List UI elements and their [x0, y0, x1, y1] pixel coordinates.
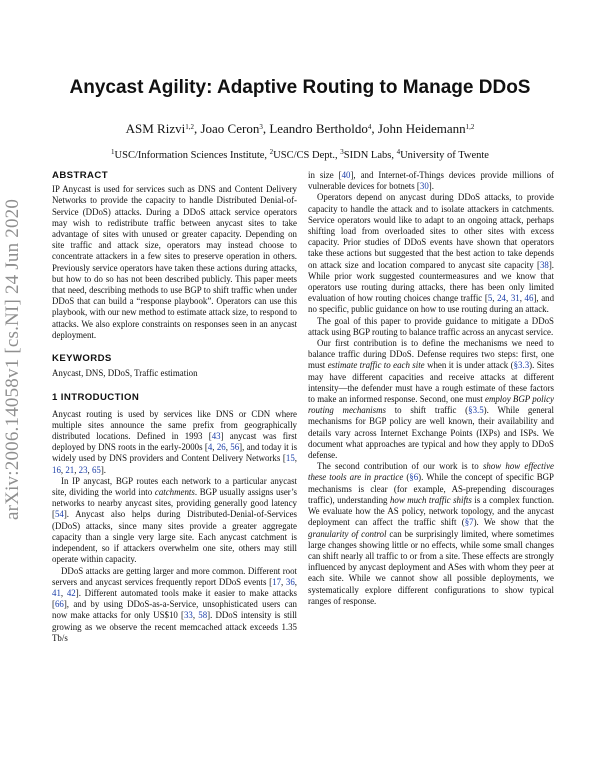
text-run: Anycast routing is used by services like DNS or CDN where multiple sites announce the same prefix from geographically distributed locations. Defined in 1993 [ — [52, 408, 297, 442]
emphasis-text: how much traffic shifts — [389, 494, 472, 505]
arxiv-stamp: arXiv:2006.14058v1 [cs.NI] 24 Jun 2020 — [2, 198, 23, 520]
citation-link[interactable]: 46 — [524, 293, 534, 304]
citation-link[interactable]: 26 — [216, 442, 226, 453]
text-run: , — [225, 442, 231, 453]
text-run: ] anycast was first deployed by DNS roots in the early-2000s [ — [52, 431, 297, 453]
citation-link[interactable]: 23 — [78, 464, 88, 475]
text-run: , — [74, 464, 79, 475]
text-run: ). While general mechanisms for BGP policy are well known, their availability and details vary across Internet Exchange Points (IXPs) and ISPs. We document what approaches are typical and how they apply to DDoS defense. — [308, 405, 554, 461]
text-run: can be surprisingly limited, where sometimes large changes showing little or no effects, while some small changes can shift nearly all traffic to or from a site. These effects are strongly influenced by anycast deployment and ASes with whom they peer at each site. While we cannot show all possible deployments, we systematically explore different configurations to show typical ranges of response. — [308, 528, 554, 606]
author: John Heidemann — [377, 121, 466, 136]
text-run: The second contribution of our work is to — [317, 461, 483, 472]
author: Joao Ceron — [200, 121, 260, 136]
text-run: ], and no specific, public guidance on how to use routing during an attack. — [308, 293, 555, 315]
text-run: , — [192, 610, 199, 621]
text-run: Our first contribution is to define the mechanisms we need to balance traffic during DDoS. Defense requires two steps: first, one must — [308, 338, 554, 371]
keywords-heading: KEYWORDS — [52, 353, 112, 365]
citation-link[interactable]: 65 — [91, 464, 101, 475]
text-run: The goal of this paper to provide guidance to mitigate a DDoS attack using BGP routing to balance traffic across an anycast service. — [308, 315, 554, 337]
paper-title: Anycast Agility: Adaptive Routing to Manage DDoS — [69, 77, 531, 98]
citation-link[interactable]: 56 — [230, 442, 240, 453]
text-run: ], and Internet-of-Things devices provide millions of vulnerable devices for botnets [ — [308, 170, 554, 192]
text-run: , — [294, 576, 297, 587]
citation-link[interactable]: §3.5 — [468, 405, 484, 416]
affil-sup: 3 — [340, 148, 344, 156]
left-column — [52, 170, 297, 644]
text-run: is a complex function. We evaluate how the AS policy, network topology, and the anycast deployment can affect the traffic shift ( — [308, 494, 554, 528]
text-run: , — [281, 576, 286, 587]
emphasis-text: show how effective these tools are in practice — [308, 461, 554, 483]
citation-link[interactable]: 36 — [285, 576, 295, 587]
text-run: ], and today it is widely used by DNS providers and Content Delivery Networks [ — [52, 442, 298, 464]
affil-text: University of Twente — [400, 150, 489, 161]
text-run: ]. — [428, 181, 434, 192]
body-paragraph — [308, 338, 554, 461]
citation-link[interactable]: 42 — [66, 587, 76, 598]
intro-paragraph — [52, 566, 297, 644]
citation-link[interactable]: 33 — [183, 610, 193, 621]
body-paragraph — [308, 316, 554, 338]
body-paragraph — [308, 461, 554, 607]
affil-text: USC/Information Sciences Institute, — [114, 150, 270, 161]
text-run: when it is under attack ( — [424, 360, 514, 371]
citation-link[interactable]: 21 — [65, 464, 75, 475]
author-list: ASM Rizvi$^{1,2}$, Joao Ceron$^3$, Leandro Bertholdo$^4$, John Heidemann$^{1,2}$ — [125, 121, 475, 136]
citation-link[interactable]: 66 — [54, 599, 64, 610]
citation-link[interactable]: §7 — [464, 517, 474, 528]
text-run: DDoS attacks are getting larger and more common. Different root servers and anycast services frequently report DDoS events [ — [52, 565, 297, 587]
text-run: , — [505, 293, 511, 304]
abstract-text: IP Anycast is used for services such as DNS and Content Delivery Networks to provide the capacity to handle Distributed Denial-of-Service (DDoS) attacks. During a DDoS attack service operators may wish to redistribute traffic between anycast sites to take advantage of sites with unused or greater capacity. Depending on site traffic and attack size, operators may instead choose to concentrate attackers in a few sites to preserve operation in others. Previously service operators have taken these actions during attacks, but how to do so has not been described publicly. This paper meets that need, describing methods to use BGP to shift traffic when under DDoS that can build a “response playbook”. Operators can use this playbook, with our new method to estimate attack size, to respond to attacks. We also explore constraints on responses seen in an anycast deployment. — [52, 184, 297, 340]
author: ASM Rizvi — [125, 121, 186, 136]
citation-link[interactable]: 30 — [419, 181, 429, 192]
citation-link[interactable]: 31 — [510, 293, 520, 304]
text-run: , — [519, 293, 525, 304]
citation-link[interactable]: 38 — [539, 259, 549, 270]
text-run: ], and by using DDoS-as-a-Service, unsophisticated users can now make attacks for only US$10 [ — [52, 599, 297, 621]
text-run: , — [492, 293, 498, 304]
text-run: ]. While prior work suggested countermeasures and we know that operators use routing during attacks, there has been only limited evaluation of how routing choices change traffic [ — [308, 259, 554, 304]
text-run: , — [87, 464, 92, 475]
citation-link[interactable]: §3.3 — [513, 360, 530, 371]
citation-link[interactable]: 43 — [211, 431, 221, 442]
affil-sup: 1 — [111, 148, 115, 156]
text-run: ). While the concept of specific BGP mechanisms is clear (for example, AS-prepending discourages traffic), understanding — [308, 472, 554, 505]
text-run: , — [212, 442, 217, 453]
text-run: ( — [403, 472, 410, 483]
citation-link[interactable]: 5 — [487, 293, 493, 304]
citation-link[interactable]: 4 — [207, 442, 213, 453]
affil-sup: 4 — [396, 148, 401, 156]
citation-link[interactable]: 15 — [285, 453, 295, 464]
citation-link[interactable]: 16 — [52, 464, 61, 475]
affil-sup: 2 — [269, 148, 274, 156]
author: Leandro Bertholdo — [269, 121, 368, 136]
affil-text: USC/CS Dept., — [273, 150, 341, 161]
text-run: Operators depend on anycast during DDoS attacks, to provide capacity to handle the attack and to isolate attackers in catchments. Service operators would like to adapt to an ongoing attack, perhaps shifting load from overloaded sites to other sites with excess capacity. Prior studies of DDoS events have shown that operators take these actions but suggested that the best action to take depends on attack size and location compared to anycast site capacity [ — [308, 192, 554, 270]
text-run: . BGP usually assigns user’s networks to nearby anycast sites, providing generally good latency [ — [52, 487, 298, 520]
author-sup: 1,2 — [185, 123, 194, 131]
text-run: ). Sites may have different capacities and receive attacks at different intensity—the defender must have a rough estimate of these factors to make an informed response. Second, one must — [308, 360, 554, 405]
citation-link[interactable]: 58 — [198, 610, 208, 621]
citation-link[interactable]: §6 — [409, 472, 419, 483]
text-run: in size [ — [308, 170, 342, 180]
text-run: ]. Anycast also helps during Distributed-Denial-of-Services (DDoS) attacks, since many sites provide a greater aggregate capacity than a single very large site. Each anycast catchment is independent, so if attackers overwhelm one site, others may still operate within capacity. — [52, 509, 297, 565]
affil-text: SIDN Labs, — [343, 150, 397, 161]
author-sup: 3 — [259, 123, 263, 131]
emphasis-text: employ BGP policy routing mechanisms — [308, 394, 554, 416]
text-run: ]. DDoS intensity is still growing as we observe the recent memcached attack exceeds 1.35 Tb/s — [52, 610, 298, 643]
intro-paragraph — [52, 476, 297, 566]
text-run: , — [294, 453, 297, 464]
body-paragraph — [308, 170, 554, 192]
intro-heading: 1 INTRODUCTION — [52, 392, 140, 404]
citation-link[interactable]: 41 — [52, 587, 61, 598]
author-sup: 4 — [367, 123, 372, 131]
abstract-heading: ABSTRACT — [52, 170, 108, 181]
citation-link[interactable]: 54 — [54, 509, 64, 520]
citation-link[interactable]: 17 — [272, 576, 281, 587]
emphasis-text: estimate traffic to each site — [327, 360, 425, 371]
emphasis-text: catchments — [154, 487, 195, 498]
text-run: In IP anycast, BGP routes each network to a particular anycast site, dividing the world into — [52, 475, 297, 498]
citation-link[interactable]: 40 — [341, 170, 351, 180]
intro-paragraph — [52, 409, 297, 476]
text-run: ]. Different automated tools make it easier to make attacks [ — [52, 587, 297, 610]
body-paragraph — [308, 192, 554, 315]
keywords-text: Anycast, DNS, DDoS, Traffic estimation — [52, 368, 198, 379]
text-run: ). We show that the — [473, 517, 554, 528]
author-sup: 1,2 — [465, 123, 475, 131]
affiliations — [0, 150, 600, 161]
citation-link[interactable]: 24 — [497, 293, 506, 304]
emphasis-text: granularity of control — [308, 528, 387, 539]
text-run: ]. — [100, 464, 106, 475]
right-column — [308, 170, 554, 607]
text-run: , — [60, 464, 66, 475]
text-run: , — [60, 587, 67, 598]
text-run: to shift traffic ( — [385, 405, 469, 416]
